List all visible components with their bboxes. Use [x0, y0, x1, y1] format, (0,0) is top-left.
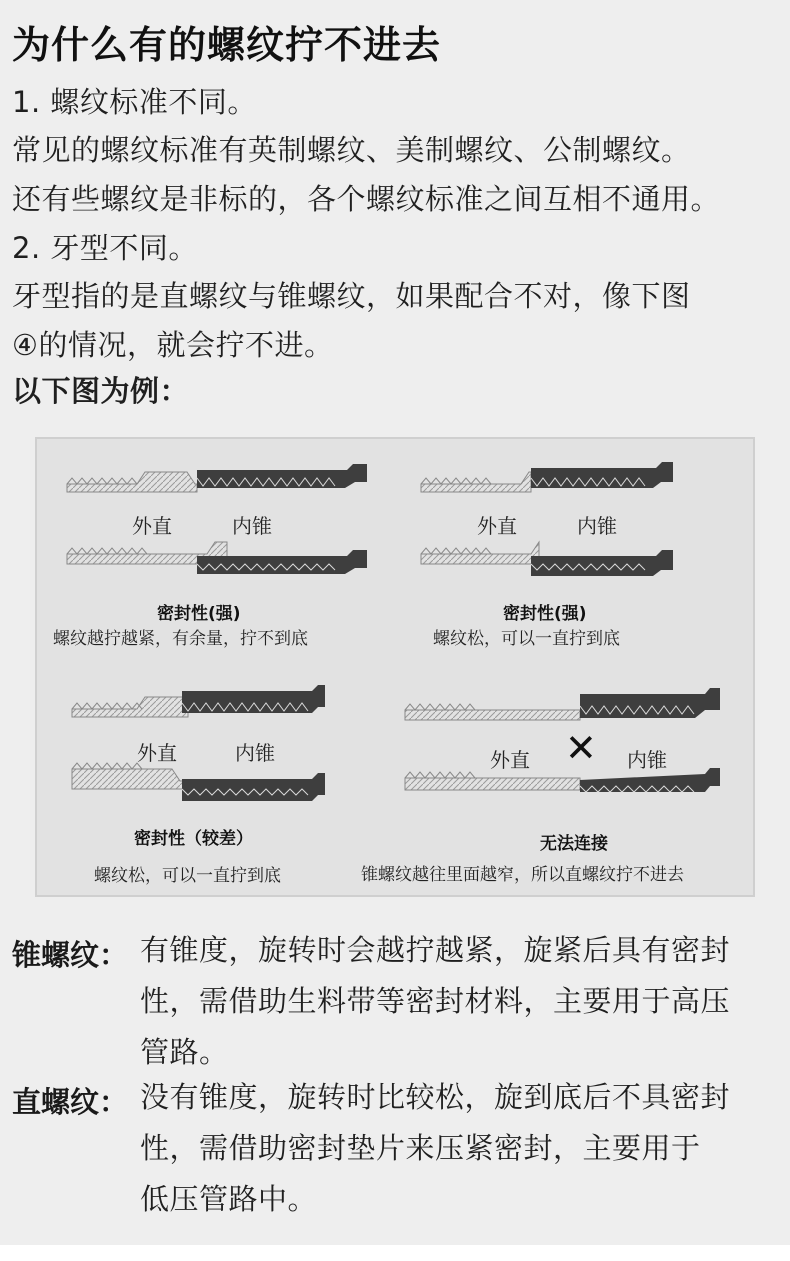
point1-heading: 1. 螺纹标准不同。	[12, 85, 257, 119]
outer-straight-label: 外直	[490, 748, 530, 772]
outer-straight-label: 外直	[477, 514, 517, 538]
point1-line2: 还有些螺纹是非标的，各个螺纹标准之间互相不通用。	[12, 182, 721, 216]
taper-def-line1: 有锥度，旋转时会越拧越紧，旋紧后具有密封	[140, 933, 731, 967]
straight-def-line2: 性，需借助密封垫片来压紧密封，主要用于	[140, 1131, 701, 1165]
caption-title: 密封性(强)	[503, 604, 587, 624]
taper-def-line2: 性，需借助生料带等密封材料，主要用于高压	[140, 984, 731, 1018]
point1-line1: 常见的螺纹标准有英制螺纹、美制螺纹、公制螺纹。	[12, 133, 691, 167]
caption-desc: 螺纹松，可以一直拧到底	[94, 866, 281, 886]
point2-line1: 牙型指的是直螺纹与锥螺纹，如果配合不对，像下图	[12, 279, 691, 313]
diagram-panel-2	[421, 464, 721, 654]
straight-def-line1: 没有锥度，旋转时比较松，旋到底后不具密封	[140, 1080, 731, 1114]
inner-taper-label: 内锥	[577, 514, 617, 538]
outer-straight-label: 外直	[137, 741, 177, 765]
thread-pair-illustration	[72, 689, 372, 809]
thread-pair-illustration	[421, 464, 721, 584]
page-title: 为什么有的螺纹拧不进去	[12, 23, 442, 67]
cross-mark-icon: ✕	[565, 726, 597, 770]
straight-def-line3: 低压管路中。	[140, 1182, 318, 1216]
caption-title: 密封性(强)	[157, 604, 241, 624]
caption-title: 密封性（较差）	[134, 829, 253, 849]
caption-desc: 锥螺纹越往里面越窄，所以直螺纹拧不进去	[361, 865, 684, 885]
thread-diagram	[35, 437, 755, 897]
example-label: 以下图为例：	[12, 374, 190, 408]
caption-desc: 螺纹松，可以一直拧到底	[433, 629, 620, 649]
inner-taper-label: 内锥	[235, 741, 275, 765]
diagram-panel-1	[53, 464, 367, 654]
taper-def-line3: 管路。	[140, 1035, 229, 1069]
taper-thread-definition	[140, 925, 780, 1078]
caption-desc: 螺纹越拧越紧，有余量，拧不到底	[53, 629, 308, 649]
straight-thread-definition	[140, 1072, 780, 1225]
taper-thread-term: 锥螺纹：	[12, 938, 129, 972]
straight-thread-term: 直螺纹：	[12, 1085, 129, 1119]
outer-straight-label: 外直	[132, 514, 172, 538]
diagram-panel-3	[72, 689, 372, 886]
point2-line2: ④的情况，就会拧不进。	[12, 328, 334, 362]
inner-taper-label: 内锥	[627, 748, 667, 772]
point2-heading: 2. 牙型不同。	[12, 231, 198, 265]
caption-title: 无法连接	[540, 834, 608, 854]
thread-pair-illustration	[67, 464, 367, 584]
diagram-panel-4	[361, 694, 735, 885]
inner-taper-label: 内锥	[232, 514, 272, 538]
